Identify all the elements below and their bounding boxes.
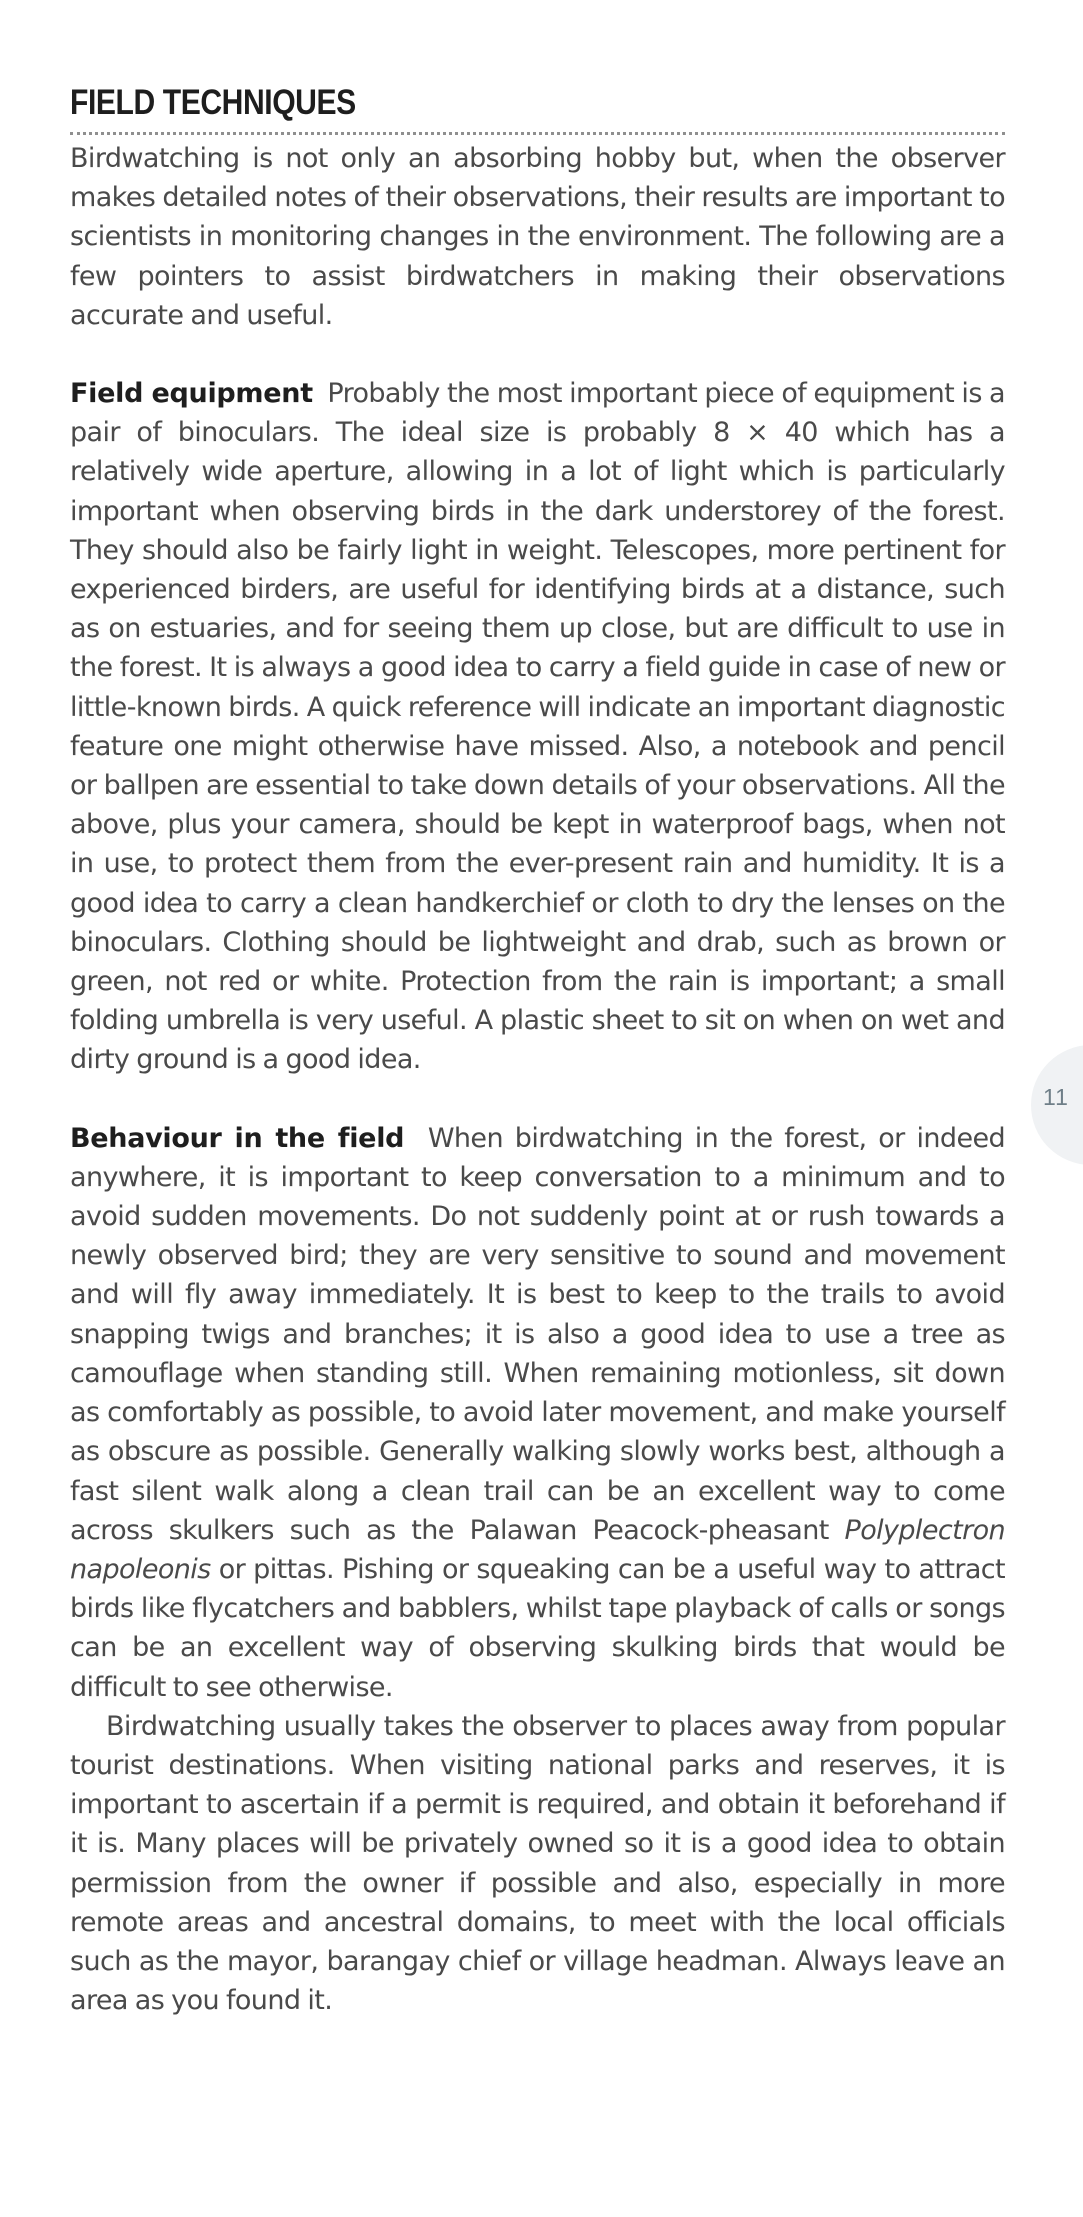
field-equipment-paragraph — [70, 374, 1005, 1080]
page-number: 11 — [1043, 1084, 1069, 1110]
page-content — [70, 80, 1005, 2020]
intro-paragraph: Birdwatching is not only an absorbing hobby but, when the observer makes detailed notes of their observations, their results are important to scientists in monitoring changes in the environment. The following are a few pointers to assist birdwatchers in making their observations accurate and useful. — [70, 143, 1005, 331]
closing-paragraph: Birdwatching usually takes the observer to places away from popular tourist destinations. When visiting national parks and reserves, it is important to ascertain if a permit is required, and obtain it beforehand if it is. Many places will be privately owned so it is a good idea to obtain permission from the owner if possible and also, especially in more remote areas and ancestral domains, to meet with the local officials such as the mayor, barangay chief or village headman. Always leave an area as you found it. — [70, 1710, 1005, 2017]
behaviour-text-part-2: or pittas. Pishing or squeaking can be a useful way to attract birds like flycatchers and babblers, whilst tape playback of calls or songs can be an excellent way of observing skulking birds that would be difficult to see otherwise. — [70, 1553, 1006, 1703]
species-name: Polyplectron napoleonis — [70, 1514, 1006, 1585]
page-heading: FIELD TECHNIQUES — [70, 83, 356, 122]
field-equipment-heading: Field equipment — [70, 378, 313, 410]
behaviour-heading: Behaviour in the field — [70, 1122, 405, 1154]
behaviour-text-part-1: When birdwatching in the forest, or indeed anywhere, it is important to keep conversation to a minimum and to avoid sudden movements. Do not suddenly point at or rush towards a newly observed bird; they are very sensitive to sound and movement and will fly away immediately. It is best to keep to the trails to avoid snapping twigs and branches; it is also a good idea to use a tree as camouflage when standing still. When remaining motionless, sit down as comfortably as possible, to avoid later movement, and make yourself as obscure as possible. Generally walking slowly works best, although a fast silent walk along a clean trail can be an excellent way to come across skulkers such as the Palawan Peacock-pheasant — [70, 1122, 1006, 1546]
field-equipment-text: Probably the most important piece of equipment is a pair of binoculars. The ideal size is probably 8 × 40 which has a relatively wide aperture, allowing in a lot of light which is particularly important when observing birds in the dark understorey of the forest. They should also be fairly light in weight. Telescopes, more pertinent for experienced birders, are useful for identifying birds at a distance, such as on estuaries, and for seeing them up close, but are difficult to use in the forest. It is always a good idea to carry a field guide in case of new or little-known birds. A quick reference will indicate an important diagnostic feature one might otherwise have missed. Also, a notebook and pencil or ballpen are essential to take down details of your observations. All the above, plus your camera, should be kept in waterproof bags, when not in use, to protect them from the ever-present rain and humidity. It is a good idea to carry a clean handkerchief or cloth to dry the lenses on the binoculars. Clothing should be lightweight and drab, such as brown or green, not red or white. Protection from the rain is important; a small folding umbrella is very useful. A plastic sheet to sit on when on wet and dirty ground is a good idea. — [70, 378, 1005, 1076]
behaviour-paragraph — [70, 1119, 1005, 1707]
dotted-divider — [70, 132, 1005, 135]
